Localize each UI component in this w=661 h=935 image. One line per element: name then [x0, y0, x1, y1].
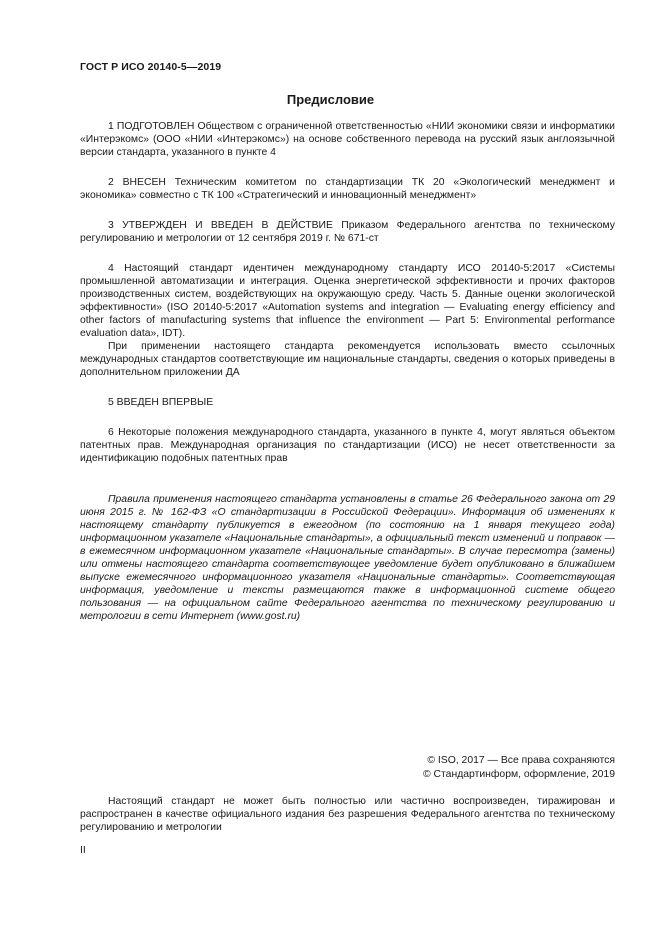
standard-id-header: ГОСТ Р ИСО 20140-5—2019	[80, 61, 222, 73]
preface-item-5: 5 ВВЕДЕН ВПЕРВЫЕ	[108, 397, 214, 408]
preface-item-2: 2 ВНЕСЕН Техническим комитетом по стандартизации ТК 20 «Экологический менеджмент и экономика» совместно с ТК 100 «Стратегический и инновационный менеджмент»	[80, 177, 615, 201]
iso-copyright: © ISO, 2017 — Все права сохраняются	[427, 755, 615, 766]
reproduction-text: Настоящий стандарт не может быть полностью или частично воспроизведен, тиражирован и распространен в качестве официального издания без разрешения Федерального агентства по техническому регулированию и метрологии	[80, 796, 615, 833]
reproduction-notice	[80, 795, 615, 834]
preface-body	[80, 120, 615, 465]
preface-item-1: 1 ПОДГОТОВЛЕН Обществом с ограниченной ответственностью «НИИ экономики связи и информатики «Интерэкомс» (ООО «НИИ «Интерэкомс») на основе собственного перевода на русский язык англоязычной версии стандарта, указанного в пункте 4	[80, 121, 615, 158]
notice-text: Правила применения настоящего стандарта установлены в статье 26 Федерального закона от 29 июня 2015 г. № 162-ФЗ «О стандартизации в Российской Федерации». Информация об изменениях к настоящему стандарту публикуется в ежегодном (по состоянию на 1 января текущего года) информационном указателе «Национальные стандарты», а официальный текст изменений и поправок — в ежемесячном информационном указателе «Национальные стандарты». В случае пересмотра (замены) или отмены настоящего стандарта соответствующее уведомление будет опубликовано в ближайшем выпуске ежемесячного информационного указателя «Национальные стандарты». Соответствующая информация, уведомление и тексты размещаются также в информационной системе общего пользования — на официальном сайте Федерального агентства по техническому регулированию и метрологии в сети Интернет (www.gost.ru)	[80, 494, 615, 622]
preface-item-3: 3 УТВЕРЖДЕН И ВВЕДЕН В ДЕЙСТВИЕ Приказом Федерального агентства по техническому регулированию и метрологии от 12 сентября 2019 г. № 671-ст	[80, 220, 615, 244]
preface-item-6: 6 Некоторые положения международного стандарта, указанного в пункте 4, могут являться объектом патентных прав. Международная организация по стандартизации (ИСО) не несет ответственности за идентификацию подобных патентных прав	[80, 427, 615, 464]
application-rules-notice	[80, 493, 615, 623]
copyright-block	[423, 754, 615, 782]
page-number: II	[80, 845, 86, 856]
page-title: Предисловие	[286, 92, 375, 107]
standartinform-copyright: © Стандартинформ, оформление, 2019	[422, 769, 615, 780]
preface-item-4: 4 Настоящий стандарт идентичен международному стандарту ИСО 20140-5:2017 «Системы промышленной автоматизации и интеграция. Оценка энергетической эффективности и прочих факторов производственных систем, воздействующих на окружающую среду. Часть 5. Данные оценки экологической эффективности» (ISO 20140-5:2017 «Automation systems and integration — Evaluating energy efficiency and other factors of manufacturing systems that influence the environment — Part 5: Environmental performance evaluation data», IDT).	[80, 263, 615, 339]
preface-item-4-note: При применении настоящего стандарта рекомендуется использовать вместо ссылочных международных стандартов соответствующие им национальные стандарты, сведения о которых приведены в дополнительном приложении ДА	[80, 341, 615, 378]
